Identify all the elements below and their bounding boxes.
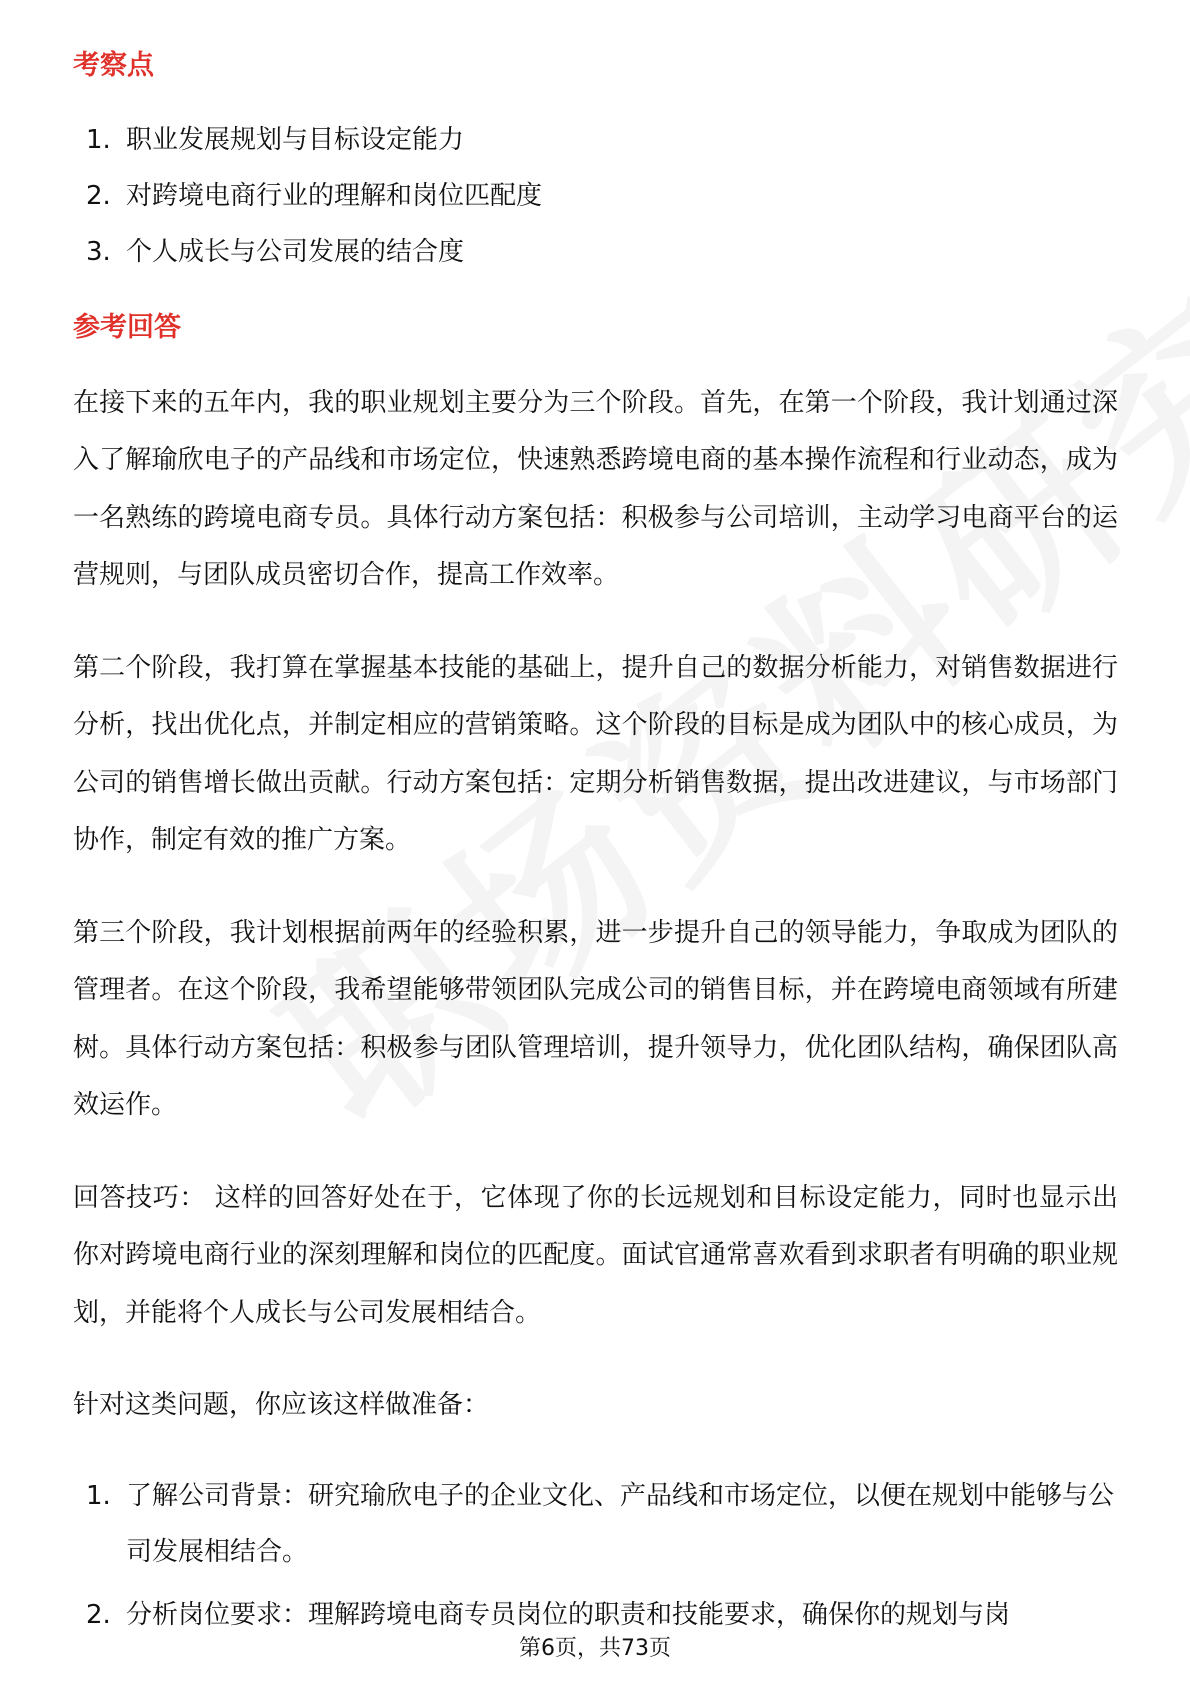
paragraph-preparation-intro: 针对这类问题，你应该这样做准备： [73, 1390, 490, 1421]
page-number-footer: 第6页，共73页 [519, 1636, 671, 1661]
list-item-text: 个人成长与公司发展的结合度 [126, 237, 465, 268]
list-item [73, 224, 1118, 280]
list-item-text: 了解公司背景：研究瑜欣电子的企业文化、产品线和市场定位，以便在规划中能够与公司发展相结合。 [126, 1480, 1115, 1568]
paragraph-stage-three: 第三个阶段，我计划根据前两年的经验积累，进一步提升自己的领导能力，争取成为团队的管理者。在这个阶段，我希望能够带领团队完成公司的销售目标，并在跨境电商领域有所建树。具体行动方案包括：积极参与团队管理培训，提升领导力，优化团队结构，确保团队高效运作。 [73, 917, 1118, 1121]
paragraph-stage-two: 第二个阶段，我打算在掌握基本技能的基础上，提升自己的数据分析能力，对销售数据进行分析，找出优化点，并制定相应的营销策略。这个阶段的目标是成为团队中的核心成员，为公司的销售增长做出贡献。行动方案包括：定期分析销售数据，提出改进建议，与市场部门协作，制定有效的推广方案。 [73, 652, 1118, 856]
section-title-key-points: 考察点 [73, 50, 154, 81]
list-number: 3. [86, 237, 111, 268]
list-item [73, 112, 1118, 168]
paragraph-stage-one: 在接下来的五年内，我的职业规划主要分为三个阶段。首先，在第一个阶段，我计划通过深入了解瑜欣电子的产品线和市场定位，快速熟悉跨境电商的基本操作流程和行业动态，成为一名熟练的跨境电商专员。具体行动方案包括：积极参与公司培训，主动学习电商平台的运营规则，与团队成员密切合作，提高工作效率。 [73, 387, 1118, 591]
list-item-text: 分析岗位要求：理解跨境电商专员岗位的职责和技能要求，确保你的规划与岗 [126, 1599, 1011, 1630]
list-item [73, 168, 1118, 224]
list-number: 2. [86, 1599, 111, 1630]
document-body [73, 48, 1118, 1649]
list-item-text: 职业发展规划与目标设定能力 [126, 125, 465, 156]
section-title-reference-answer: 参考回答 [73, 312, 181, 344]
preparation-list [73, 1468, 1118, 1644]
key-points-list [73, 112, 1118, 280]
list-number: 1. [86, 1480, 111, 1511]
list-item [73, 1468, 1118, 1581]
list-item-text: 对跨境电商行业的理解和岗位匹配度 [126, 181, 543, 212]
list-number: 1. [86, 125, 111, 156]
paragraph-answer-tips: 回答技巧： 这样的回答好处在于，它体现了你的长远规划和目标设定能力，同时也显示出你对跨境电商行业的深刻理解和岗位的匹配度。面试官通常喜欢看到求职者有明确的职业规划，并能将个人成长与公司发展相结合。 [73, 1182, 1118, 1328]
list-number: 2. [86, 181, 111, 212]
